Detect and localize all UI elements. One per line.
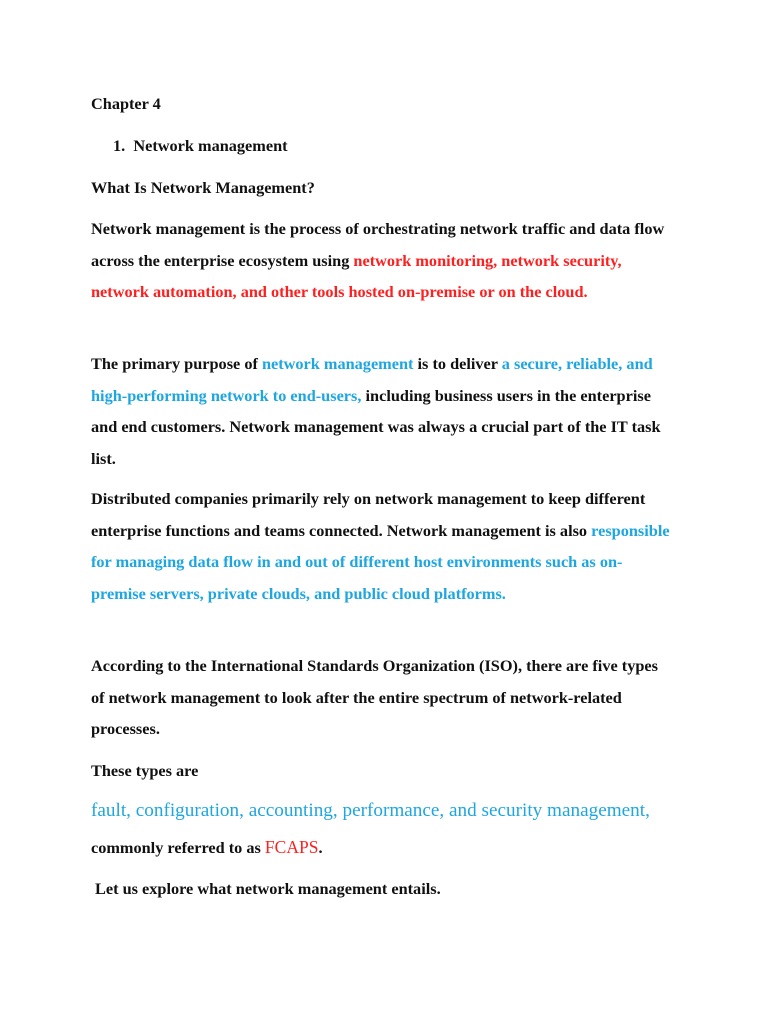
p2-highlight-blue-2: a secure, reliable, and high-performing network to end-users, (91, 354, 653, 405)
p2-text-a: The primary purpose of (91, 354, 262, 373)
p2-text-c: including business users in the enterprise and end customers. Network management was always a crucial part of the IT task list. (91, 385, 661, 468)
fcaps-line (91, 837, 691, 858)
section-number: 1. (113, 136, 126, 155)
fcaps-period: . (318, 838, 323, 857)
question-heading: What Is Network Management? (91, 178, 315, 197)
closing-line: Let us explore what network management entails. (95, 879, 441, 898)
types-intro: These types are (91, 761, 199, 780)
p1-highlight-red: network monitoring, network security, network automation, and other tools hosted on-premise or on the cloud. (91, 250, 622, 301)
p3-highlight-blue: responsible for managing data flow in and out of different host environments such as on-premise servers, private clouds, and public cloud platforms. (91, 520, 670, 603)
paragraph-2 (91, 348, 679, 474)
chapter-heading: Chapter 4 (91, 94, 161, 113)
p2-text-b: is to deliver (413, 354, 502, 373)
paragraph-1 (91, 213, 681, 308)
fcaps-acronym: FCAPS (264, 837, 319, 857)
section-heading (113, 136, 713, 156)
types-list: fault, configuration, accounting, performance, and security management, (91, 800, 650, 821)
fcaps-text: commonly referred to as (91, 838, 265, 857)
section-title: Network management (133, 136, 288, 155)
paragraph-3 (91, 483, 673, 609)
paragraph-4: According to the International Standards Organization (ISO), there are five types of network management to look after the entire spectrum of network-related processes. (91, 656, 658, 738)
p2-highlight-blue-1: network management (261, 354, 414, 373)
p1-text: Network management is the process of orchestrating network traffic and data flow across the enterprise ecosystem using (91, 219, 665, 270)
p3-text: Distributed companies primarily rely on network management to keep different enterprise functions and teams connected. Network management is also (91, 489, 646, 540)
